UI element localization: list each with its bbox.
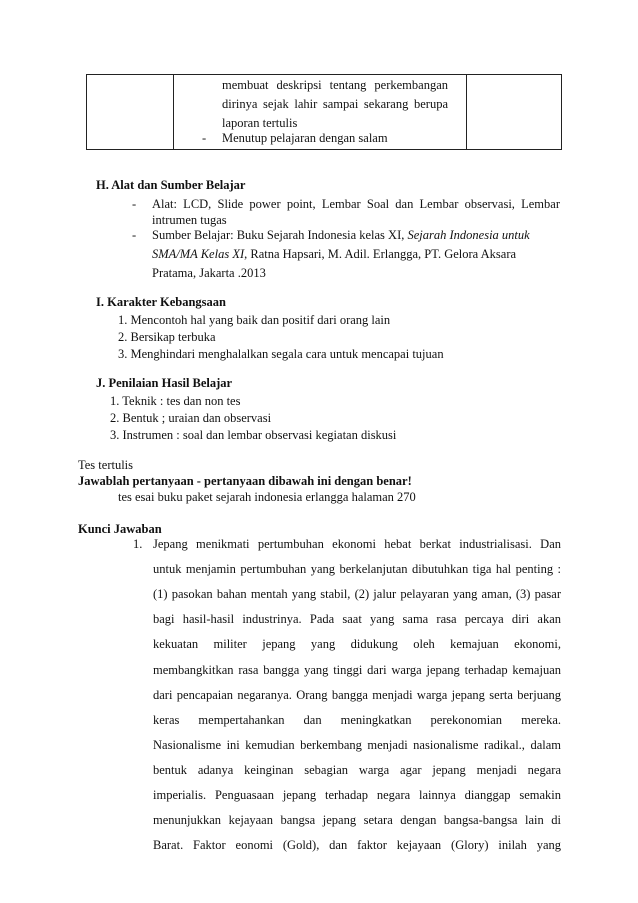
table-cell-line: laporan tertulis [222,116,298,130]
answer-line: Nasionalisme ini kemudian berkembang menjadi nasionalisme radikal., dalam [153,737,561,752]
answer-line: bentuk adanya keinginan sebagian warga agar jepang menjadi negara [153,762,561,777]
list-item: 2. Bersikap terbuka [118,330,216,344]
list-item: 3. Instrumen : soal dan lembar observasi kegiatan diskusi [110,428,397,442]
table-cell-line: membuat deskripsi tentang perkembangan [222,78,448,92]
answer-line: bagi hasil-hasil industrinya. Pada saat yang sama rasa percaya diri akan [153,612,561,627]
table-cell-line: dirinya sejak lahir sampai sekarang berupa [222,97,448,111]
section-heading-i: I. Karakter Kebangsaan [96,295,226,309]
tes-instruction: Jawablah pertanyaan - pertanyaan dibawah ini dengan benar! [78,474,412,488]
list-item-line: intrumen tugas [152,213,227,227]
table-cell-line: Menutup pelajaran dengan salam [222,131,388,145]
answer-line: imperialis. Penguasaan jepang terhadap negara lainnya dianggap semakin [153,788,561,802]
kunci-heading: Kunci Jawaban [78,522,162,536]
tes-source: tes esai buku paket sejarah indonesia erlangga halaman 270 [118,490,416,504]
answer-line: (1) pasokan bahan mentah yang stabil, (2) jalur pelayaran yang aman, (3) pasar [153,587,561,602]
tes-label: Tes tertulis [78,458,134,472]
table-column-divider [466,75,467,149]
list-bullet: - [132,197,137,211]
answer-line: Jepang menikmati pertumbuhan ekonomi hebat berkat industrialisasi. Dan [153,537,561,551]
list-item: 1. Mencontoh hal yang baik dan positif dari orang lain [118,313,391,327]
table-bullet: - [202,131,207,145]
answer-line: menunjukkan kejayaan bangsa jepang setara dengan bangsa-bangsa lain di [153,813,561,828]
list-item-line: SMA/MA Kelas XI, Ratna Hapsari, M. Adil. Erlangga, PT. Gelora Aksara [152,247,517,261]
list-item: 1. Teknik : tes dan non tes [110,394,241,408]
list-item-line: Sumber Belajar: Buku Sejarah Indonesia kelas XI, Sejarah Indonesia untuk [152,228,530,242]
answer-line: membangkitkan rasa bangga yang tinggi dari warga jepang terhadap kemajuan [153,662,561,677]
list-bullet: - [132,228,137,242]
table-column-divider [173,75,174,149]
answer-line: dari pencapaian negaranya. Orang bangga menjadi warga jepang serta berjuang [153,687,561,702]
answer-line: Barat. Faktor eonomi (Gold), dan faktor kejayaan (Glory) inilah yang [153,838,561,853]
list-item: 3. Menghindari menghalalkan segala cara untuk mencapai tujuan [118,347,444,361]
list-item-line: Alat: LCD, Slide power point, Lembar Soal dan Lembar observasi, Lembar [152,197,560,211]
list-item: 2. Bentuk ; uraian dan observasi [110,411,272,425]
answer-number: 1. [133,537,143,551]
answer-line: keras mempertahankan dan meningkatkan perekonomian mereka. [153,712,561,727]
section-heading-j: J. Penilaian Hasil Belajar [96,376,233,390]
answer-line: kekuatan militer jepang yang didukung oleh kemajuan ekonomi, [153,637,561,652]
list-item-line: Pratama, Jakarta .2013 [152,266,266,280]
section-heading-h: H. Alat dan Sumber Belajar [96,178,246,192]
answer-line: untuk menjamin pertumbuhan yang berkelanjutan dibutuhkan tiga hal penting : [153,562,561,577]
